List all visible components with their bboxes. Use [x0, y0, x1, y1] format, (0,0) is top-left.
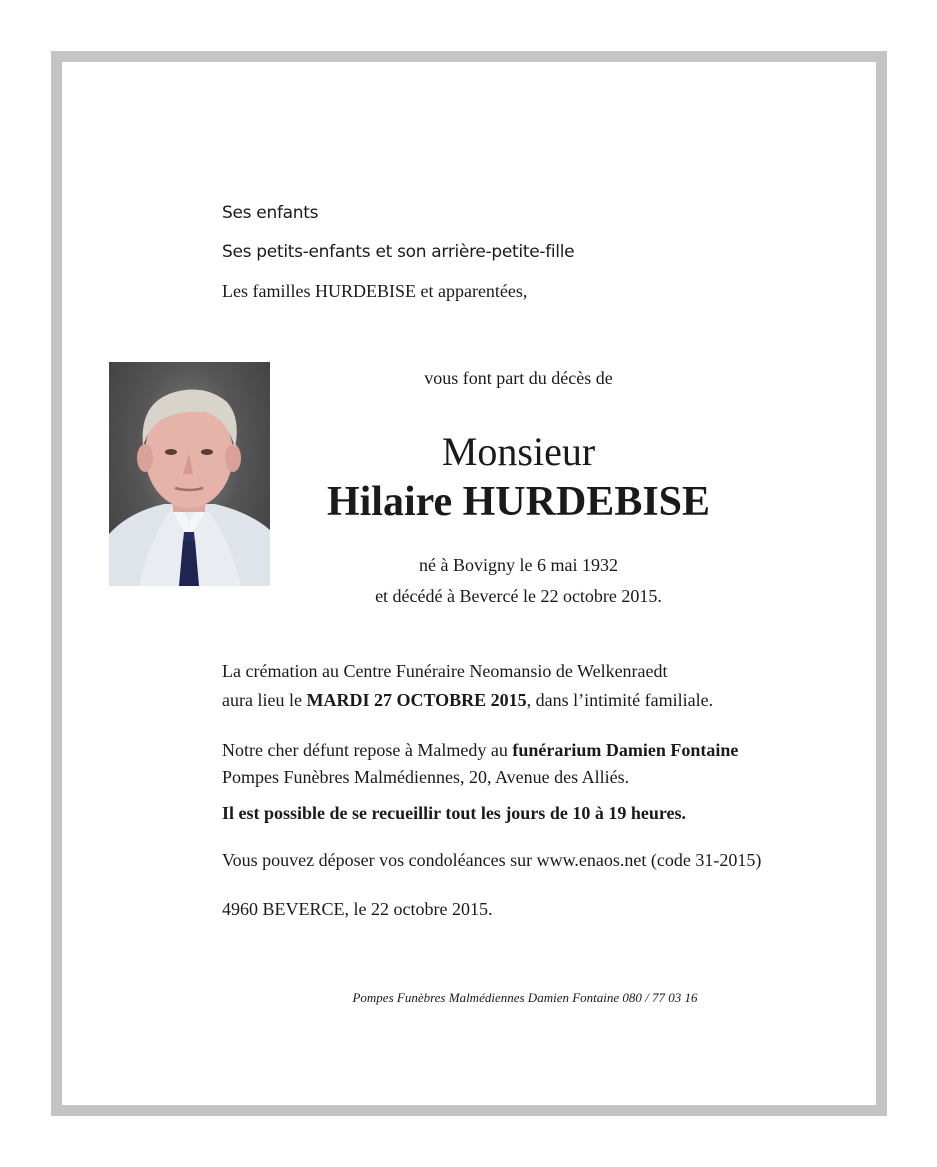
family-line-children: Ses enfants [222, 203, 319, 223]
deceased-name: Hilaire HURDEBISE [326, 479, 711, 525]
family-line-grandchildren: Ses petits-enfants et son arrière-petite-fille [222, 242, 575, 262]
funerarium-name: funérarium Damien Fontaine [512, 740, 739, 760]
death-info: et décédé à Bevercé le 22 octobre 2015. [375, 586, 662, 606]
rest-line-1 [222, 740, 738, 761]
rest-prefix: Notre cher défunt repose à Malmedy au [222, 740, 513, 760]
condolences-info: Vous pouvez déposer vos condoléances sur www.enaos.net (code 31-2015) [222, 850, 762, 870]
visit-hours: Il est possible de se recueillir tout les jours de 10 à 19 heures. [222, 803, 686, 823]
cremation-line-2 [222, 690, 713, 711]
footer-funeral-home: Pompes Funèbres Malmédiennes Damien Fontaine 080 / 77 03 16 [352, 990, 698, 1005]
deceased-title: Monsieur [441, 429, 596, 474]
cremation-prefix: aura lieu le [222, 690, 307, 710]
birth-info: né à Bovigny le 6 mai 1932 [419, 555, 618, 575]
place-date: 4960 BEVERCE, le 22 octobre 2015. [222, 899, 493, 919]
rest-line-2: Pompes Funèbres Malmédiennes, 20, Avenue des Alliés. [222, 767, 630, 787]
cremation-suffix: , dans l’intimité familiale. [526, 690, 714, 710]
announcement-text: vous font part du décès de [424, 368, 613, 388]
cremation-line-1: La crémation au Centre Funéraire Neomansio de Welkenraedt [222, 661, 668, 681]
family-line-families: Les familles HURDEBISE et apparentées, [222, 281, 528, 301]
cremation-date: MARDI 27 OCTOBRE 2015 [306, 690, 527, 710]
